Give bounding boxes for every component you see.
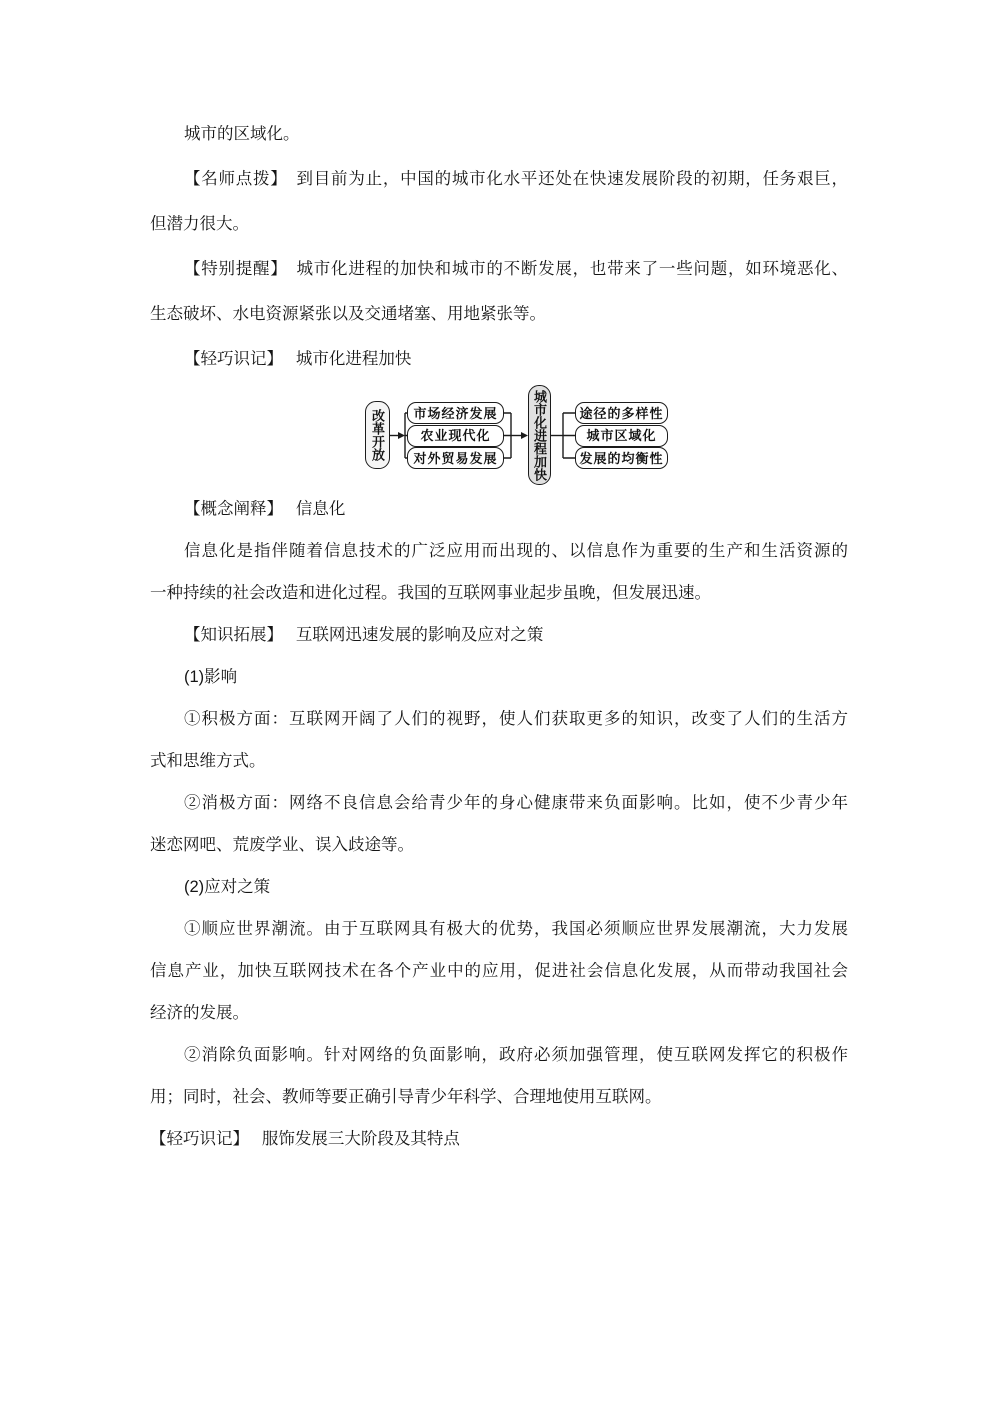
text-line: 经济的发展。 — [150, 1004, 249, 1022]
diagram-node-balanced-development: 发展的均衡性 — [575, 447, 668, 469]
diagram-node-urbanization-acceleration: 城市化进程加快 — [528, 385, 551, 485]
paragraph-block-top — [150, 112, 848, 382]
text-line: ②消极方面：网络不良信息会给青少年的身心健康带来负面影响。比如，使不少青少年 — [184, 794, 848, 812]
diagram-node-path-diversity: 途径的多样性 — [575, 402, 668, 424]
text-line: 一种持续的社会改造和进化过程。我国的互联网事业起步虽晚，但发展迅速。 — [150, 584, 711, 602]
text-line: 信息产业，加快互联网技术在各个产业中的应用，促进社会信息化发展，从而带动我国社会 — [150, 962, 848, 980]
text-line: 【轻巧识记】 服饰发展三大阶段及其特点 — [150, 1130, 460, 1148]
text-line: 用；同时，社会、教师等要正确引导青少年科学、合理地使用互联网。 — [150, 1088, 662, 1106]
text-line: 【知识拓展】 互联网迅速发展的影响及应对之策 — [184, 626, 544, 644]
diagram-node-reform-opening: 改革开放 — [365, 401, 390, 469]
diagram-node-city-regionalization: 城市区域化 — [575, 425, 668, 447]
text-line: 信息化是指伴随着信息技术的广泛应用而出现的、以信息作为重要的生产和生活资源的 — [184, 542, 848, 560]
text-line: 【轻巧识记】 城市化进程加快 — [184, 350, 412, 368]
diagram-node-market-economy: 市场经济发展 — [407, 402, 504, 424]
document-content — [150, 112, 848, 1160]
text-line: 【特别提醒】 城市化进程的加快和城市的不断发展，也带来了一些问题，如环境恶化、 — [184, 260, 848, 278]
text-line: (2)应对之策 — [184, 878, 271, 896]
text-line: 但潜力很大。 — [150, 215, 249, 233]
flow-diagram — [358, 382, 680, 488]
text-line: ①积极方面：互联网开阔了人们的视野，使人们获取更多的知识，改变了人们的生活方 — [184, 710, 848, 728]
text-line: 生态破坏、水电资源紧张以及交通堵塞、用地紧张等。 — [150, 305, 546, 323]
paragraph-block-bottom — [150, 488, 848, 1160]
text-line: 城市的区域化。 — [184, 125, 300, 143]
text-line: (1)影响 — [184, 668, 238, 686]
text-line: 【名师点拨】 到目前为止，中国的城市化水平还处在快速发展阶段的初期，任务艰巨， — [184, 170, 848, 188]
text-line: 式和思维方式。 — [150, 752, 266, 770]
diagram-node-foreign-trade: 对外贸易发展 — [407, 447, 504, 469]
diagram-node-agriculture-modernization: 农业现代化 — [407, 425, 504, 447]
text-line: 【概念阐释】 信息化 — [184, 500, 346, 518]
text-line: 迷恋网吧、荒废学业、误入歧途等。 — [150, 836, 414, 854]
text-line: ①顺应世界潮流。由于互联网具有极大的优势，我国必须顺应世界发展潮流，大力发展 — [184, 920, 848, 938]
text-line: ②消除负面影响。针对网络的负面影响，政府必须加强管理，使互联网发挥它的积极作 — [184, 1046, 848, 1064]
